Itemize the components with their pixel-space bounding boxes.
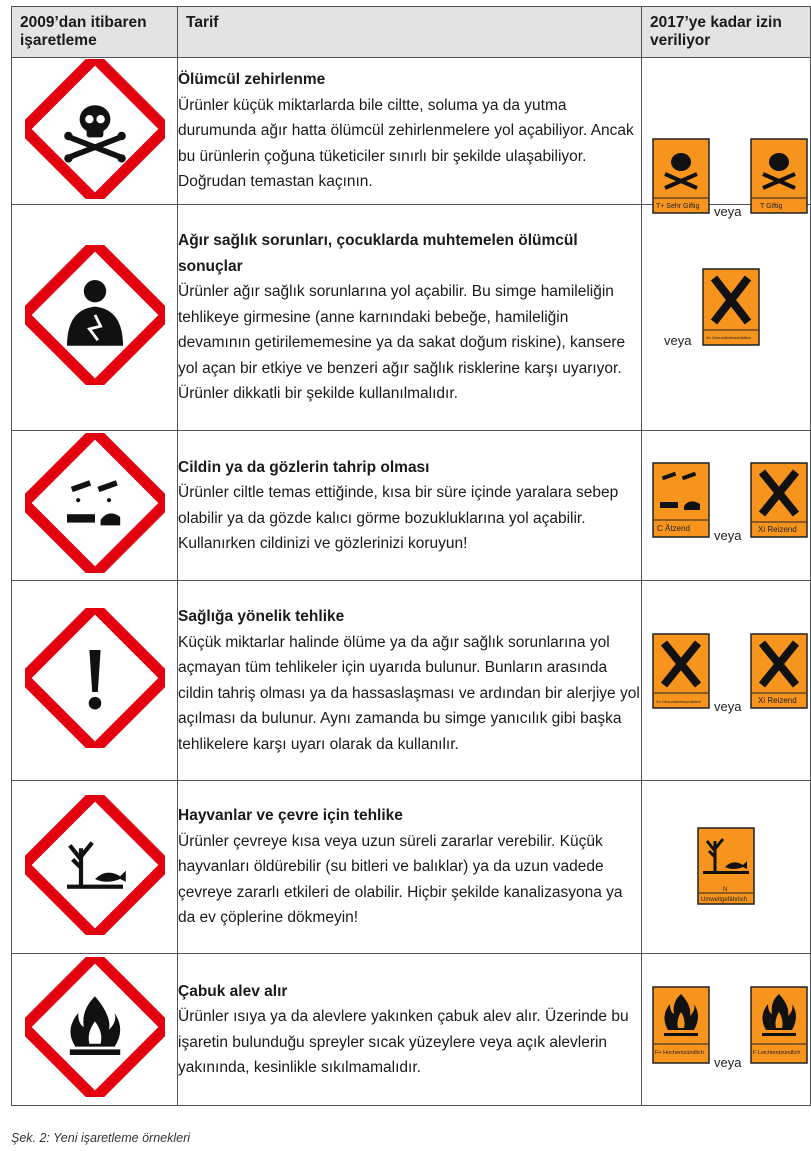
ghs-symbol-cell	[12, 581, 178, 781]
hazard-title: Cildin ya da gözlerin tahrip olması	[178, 458, 430, 476]
flame-old-icon	[652, 986, 710, 1064]
old-symbol-cell	[642, 205, 811, 431]
old-symbol-cell	[642, 431, 811, 581]
old-symbol-cell	[642, 581, 811, 781]
cross-icon	[750, 462, 808, 538]
svg-text:Xi Reizend: Xi Reizend	[758, 525, 797, 534]
old-harmful-symbol	[702, 268, 760, 351]
ghs-symbol-cell	[12, 781, 178, 954]
hazard-text: Ürünler ciltle temas ettiğinde, kısa bir süre içinde yaralara sebep olabilir ya da gözde kalıcı görme bozukluklarına yol açabilir. Kullanırken cildinizi ve gözlerinizi koruyun!	[178, 484, 619, 552]
hazard-text: Küçük miktarlar halinde ölüme ya da ağır sağlık sorunlarına yol açmayan tüm tehlikeler için uyarıda bulunur. Bunların arasında cildin tahriş olması ya da hassaslaşması ve ardından bir alerjiye yol açılması da bulunur. Aynı zamanda bu simge yanıcılık gibi başka tehlikelere karşı uyarı olarak da kullanılır.	[178, 633, 640, 753]
description-cell	[178, 954, 642, 1106]
old-symbol-cell	[642, 781, 811, 954]
svg-text:C Ätzend: C Ätzend	[657, 524, 690, 533]
old-irritant-symbol	[750, 462, 808, 543]
table-row	[12, 954, 811, 1106]
old-symbol-cell	[642, 58, 811, 219]
corrosive-old-icon	[652, 462, 710, 538]
hazard-title: Ağır sağlık sorunları, çocuklarda muhtemelen ölümcül sonuçlar	[178, 232, 578, 275]
svg-text:T Giftig: T Giftig	[760, 203, 783, 210]
old-irritant-symbol	[750, 633, 808, 714]
hazard-title: Ölümcül zehirlenme	[178, 71, 326, 89]
table-row	[12, 431, 811, 581]
veya-label: veya	[664, 333, 692, 348]
header-col2: Tarif	[178, 7, 642, 58]
skull-crossbones-icon	[25, 59, 165, 199]
svg-text:Umweltgefährlich: Umweltgefährlich	[701, 897, 748, 903]
hazard-table	[11, 6, 811, 1106]
skull-icon	[750, 138, 808, 214]
svg-text:F+ Hochentzündlich: F+ Hochentzündlich	[655, 1050, 704, 1056]
description-cell	[178, 58, 642, 205]
svg-text:Xn Gesundheitsschädlich: Xn Gesundheitsschädlich	[656, 699, 702, 704]
old-environment-symbol	[697, 827, 755, 910]
old-symbol-cell	[642, 954, 811, 1106]
dead-tree-fish-icon	[697, 827, 755, 905]
veya-label: veya	[714, 528, 742, 543]
cross-icon	[702, 268, 760, 346]
description-cell	[178, 431, 642, 581]
svg-text:Xi Reizend: Xi Reizend	[758, 696, 797, 705]
hazard-text: Ürünler ısıya ya da alevlere yakınken çabuk alev alır. Üzerinde bu işaretin bulunduğu spreyler sıcak yüzeylere veya açık alevlerin yakınında, kesinlikle sıkılmamalıdır.	[178, 1008, 629, 1076]
table-row	[12, 58, 811, 205]
ghs-symbol-cell	[12, 431, 178, 581]
old-harmful-symbol	[652, 633, 710, 714]
description-cell	[178, 205, 642, 431]
veya-label: veya	[714, 1055, 742, 1070]
hazard-title: Hayvanlar ve çevre için tehlike	[178, 807, 403, 825]
cross-icon	[652, 633, 710, 709]
hazard-text: Ürünler küçük miktarlarda bile ciltte, soluma ya da yutma durumunda ağır hatta ölümcül zehirlenmelere yol açabiliyor. Ancak bu ürünlerin çoğuna tüketiciler sınırlı bir şekilde ulaşabiliyor. Doğrudan temastan kaçının.	[178, 96, 634, 191]
description-cell	[178, 781, 642, 954]
flame-old-icon	[750, 986, 808, 1064]
table-row	[12, 205, 811, 431]
svg-text:F Leichtentzündlich: F Leichtentzündlich	[753, 1050, 801, 1056]
old-flammable-symbol	[750, 986, 808, 1069]
hazard-title: Sağlığa yönelik tehlike	[178, 608, 345, 625]
table-header-row	[12, 7, 811, 58]
skull-icon	[652, 138, 710, 214]
health-hazard-icon	[25, 245, 165, 385]
ghs-symbol-cell	[12, 954, 178, 1106]
veya-label: veya	[714, 699, 742, 714]
cross-icon	[750, 633, 808, 709]
hazard-title: Çabuk alev alır	[178, 982, 288, 1000]
table-row	[12, 581, 811, 781]
veya-label: veya	[714, 204, 742, 219]
header-col3: 2017’ye kadar izin veriliyor	[642, 7, 811, 58]
old-flammable-symbol	[652, 986, 710, 1069]
ghs-symbol-cell	[12, 205, 178, 431]
table-row	[12, 781, 811, 954]
figure-caption: Şek. 2: Yeni işaretleme örnekleri	[11, 1131, 191, 1145]
flame-icon	[25, 957, 165, 1097]
svg-text:T+ Sehr Giftig: T+ Sehr Giftig	[656, 203, 700, 210]
environment-icon	[25, 795, 165, 935]
description-cell	[178, 581, 642, 781]
header-col1: 2009’dan itibaren işaretleme	[12, 7, 178, 58]
ghs-symbol-cell	[12, 58, 178, 205]
hazard-text: Ürünler çevreye kısa veya uzun süreli zararlar verebilir. Küçük hayvanları öldürebilir (su bitleri ve balıklar) ya da uzun vadede çevreye zararlı etkileri de olabilir. Hiçbir şekilde kanalizasyona ya da ev çöplerine dökmeyin!	[178, 832, 623, 927]
svg-text:Xn Gesundheitsschädlich: Xn Gesundheitsschädlich	[706, 335, 752, 340]
hazard-text: Ürünler ağır sağlık sorunlarına yol açabilir. Bu simge hamileliğin tehlikeye girmesine (anne karnındaki bebeğe, hamileliğin devamının getirilememesine ya da sakat doğum riskine), kansere yol açan bir etkiye ve benzeri ağır sağlık risklerine karşı uyarıyor. Ürünler dikkatli bir şekilde kullanılmalıdır.	[178, 283, 626, 403]
old-corrosive-symbol	[652, 462, 710, 543]
exclamation-icon	[25, 608, 165, 748]
svg-text:N: N	[723, 887, 728, 893]
corrosive-icon	[25, 433, 165, 573]
